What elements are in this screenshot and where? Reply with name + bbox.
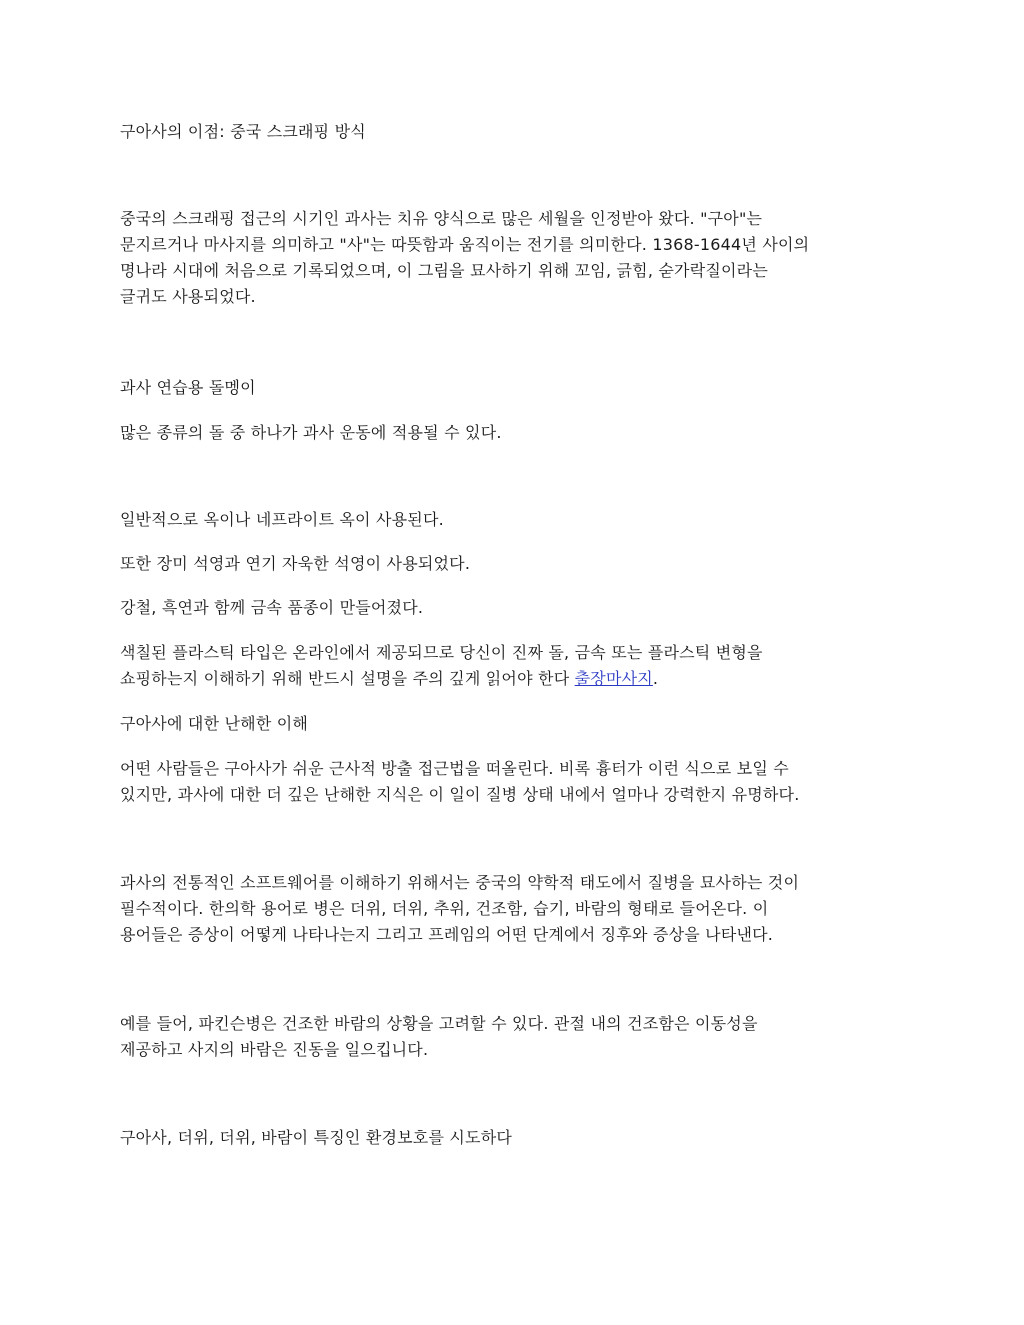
- jade-paragraph: 일반적으로 옥이나 네프라이트 옥이 사용된다.: [120, 510, 444, 529]
- quartz-paragraph: 또한 장미 석영과 연기 자욱한 석영이 사용되었다.: [120, 554, 471, 573]
- stones-paragraph: 많은 종류의 돌 중 하나가 과사 운동에 적용될 수 있다.: [120, 423, 502, 442]
- plastic-line: [120, 666, 920, 692]
- massage-link[interactable]: 출장마사지: [574, 669, 653, 688]
- esoteric-paragraph: [120, 756, 920, 808]
- esoteric-line: 있지만, 과사에 대한 더 깊은 난해한 지식은 이 일이 질병 상태 내에서 얼마나 강력한지 유명하다.: [120, 785, 800, 804]
- esoteric-line: 어떤 사람들은 구아사가 쉬운 근사적 방출 접근법을 떠올린다. 비록 흉터가 이런 식으로 보일 수: [120, 759, 789, 778]
- plastic-line-end: .: [652, 669, 659, 688]
- intro-line: 중국의 스크래핑 접근의 시기인 과사는 치유 양식으로 많은 세월을 인정받아 왔다. "구아"는: [120, 209, 763, 228]
- intro-line: 글귀도 사용되었다.: [120, 287, 256, 306]
- medicine-paragraph: [120, 870, 920, 948]
- section-heading-environment: 구아사, 더위, 더위, 바람이 특징인 환경보호를 시도하다: [120, 1128, 513, 1147]
- plastic-line: 색칠된 플라스틱 타입은 온라인에서 제공되므로 당신이 진짜 돌, 금속 또는 플라스틱 변형을: [120, 643, 763, 662]
- medicine-line: 필수적이다. 한의학 용어로 병은 더위, 더위, 추위, 건조함, 습기, 바람의 형태로 들어온다. 이: [120, 899, 769, 918]
- section-heading-stones: 과사 연습용 돌멩이: [120, 378, 256, 397]
- parkinsons-line: 제공하고 사지의 바람은 진동을 일으킵니다.: [120, 1040, 429, 1059]
- section-heading-esoteric: 구아사에 대한 난해한 이해: [120, 714, 309, 733]
- parkinsons-line: 예를 들어, 파킨슨병은 건조한 바람의 상황을 고려할 수 있다. 관절 내의 건조함은 이동성을: [120, 1014, 758, 1033]
- intro-paragraph: [120, 206, 920, 310]
- intro-line: 명나라 시대에 처음으로 기록되었으며, 이 그림을 묘사하기 위해 꼬임, 긁힘, 숟가락질이라는: [120, 261, 768, 280]
- medicine-line: 과사의 전통적인 소프트웨어를 이해하기 위해서는 중국의 약학적 태도에서 질병을 묘사하는 것이: [120, 873, 800, 892]
- plastic-paragraph: [120, 640, 920, 692]
- medicine-line: 용어들은 증상이 어떻게 나타나는지 그리고 프레임의 어떤 단계에서 징후와 증상을 나타낸다.: [120, 925, 774, 944]
- intro-line: 문지르거나 마사지를 의미하고 "사"는 따뜻함과 움직이는 전기를 의미한다. 1368-1644년 사이의: [120, 235, 810, 254]
- document-title: 구아사의 이점: 중국 스크래핑 방식: [120, 122, 366, 141]
- parkinsons-paragraph: [120, 1011, 920, 1063]
- plastic-line-text: 쇼핑하는지 이해하기 위해 반드시 설명을 주의 깊게 읽어야 한다: [120, 669, 575, 688]
- metal-paragraph: 강철, 흑연과 함께 금속 품종이 만들어졌다.: [120, 598, 424, 617]
